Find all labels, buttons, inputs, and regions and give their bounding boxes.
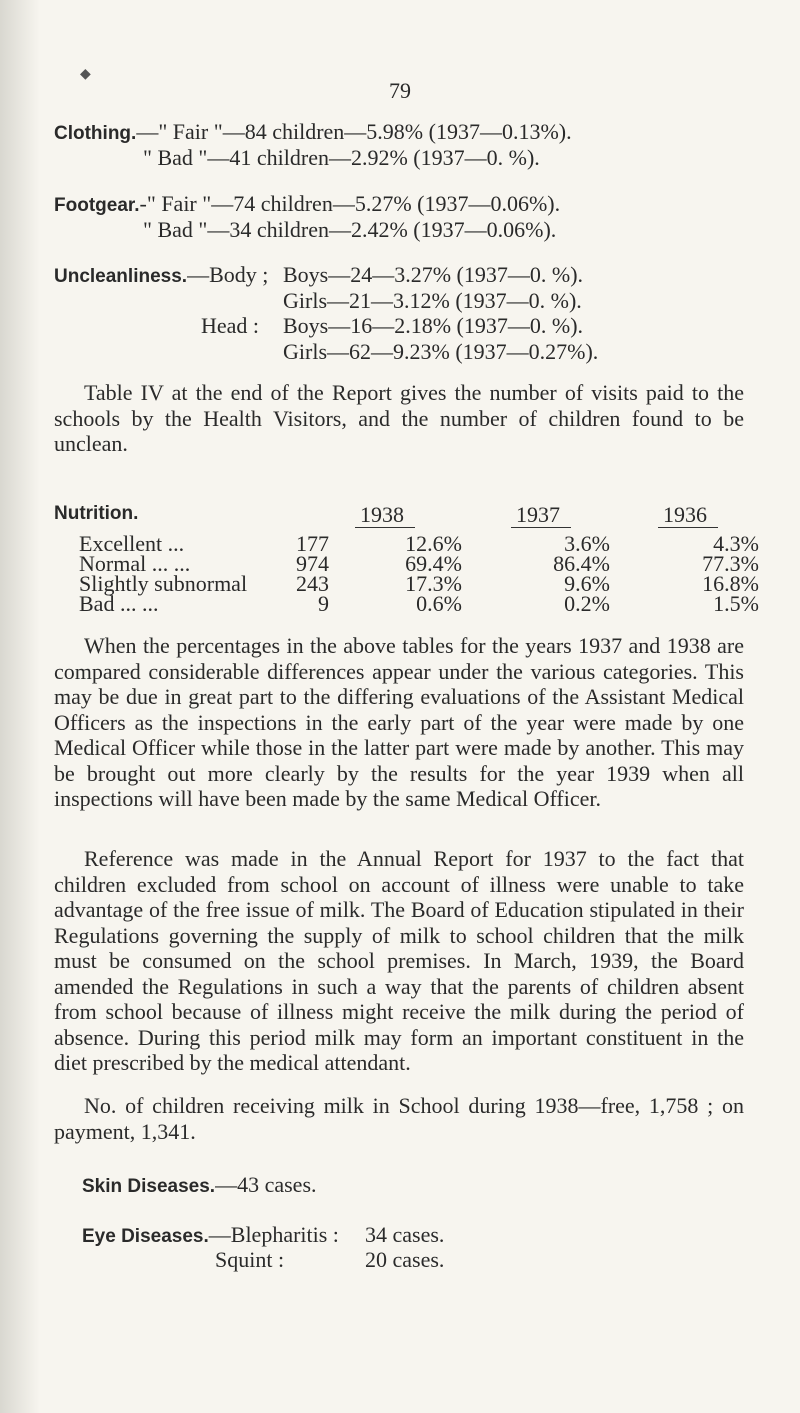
eye-blepharitis-label: —Blepharitis : (208, 1222, 339, 1247)
footgear-bad: " Bad "—34 children—2.42% (1937—0.06%). (143, 217, 557, 242)
paragraph-milk-count-text: No. of children receiving milk in School during 1938—free, 1,758 ; on payment, 1,341. (54, 1093, 744, 1144)
row-1937: 86.4% (553, 551, 610, 576)
row-count: 9 (318, 591, 329, 616)
nutrition-year-1937: 1937 (516, 502, 560, 527)
row-label: Excellent ... (79, 531, 185, 556)
table-row (54, 594, 759, 614)
uncleanliness-body-label: —Body ; (187, 262, 269, 287)
table-iv-note (54, 380, 744, 457)
row-1936: 77.3% (702, 551, 759, 576)
year-underline (511, 527, 571, 528)
row-1936: 4.3% (713, 531, 759, 556)
row-count: 974 (296, 551, 329, 576)
row-label: Normal ... ... (79, 551, 191, 576)
paragraph-milk-text: Reference was made in the Annual Report for 1937 to the fact that children excluded from school on account of illness were unable to take advantage of the free issue of milk. The Board of Education stipulated in their Regulations governing the supply of milk to school children that the milk must be consumed on the school premises. In March, 1939, the Board amended the Regulations in such a way that the parents of children absent from school because of illness might receive the milk during the period of absence. During this period milk may form an important constituent in the diet prescribed by the medical attendant. (54, 846, 744, 1075)
clothing-bad: " Bad "—41 children—2.92% (1937—0. %). (143, 145, 540, 170)
row-1936: 16.8% (702, 571, 759, 596)
row-1937: 0.2% (564, 591, 610, 616)
clothing-line (54, 119, 572, 145)
footgear-line (54, 191, 560, 217)
clothing-fair: —" Fair "—84 children—5.98% (1937—0.13%). (136, 119, 572, 144)
nutrition-heading: Nutrition. (54, 503, 139, 524)
row-1936: 1.5% (713, 591, 759, 616)
row-count: 243 (296, 571, 329, 596)
clothing-heading: Clothing. (54, 123, 137, 144)
uncleanliness-head-girls: Girls—62—9.23% (1937—0.27%). (283, 339, 599, 364)
row-1937: 3.6% (564, 531, 610, 556)
eye-heading: Eye Diseases. (82, 1226, 209, 1247)
row-count: 177 (296, 531, 329, 556)
year-underline (355, 527, 415, 528)
footgear-fair: -" Fair "—74 children—5.27% (1937—0.06%). (139, 191, 561, 216)
scan-mark-icon: ◆ (80, 67, 91, 82)
skin-heading: Skin Diseases. (82, 1176, 216, 1197)
nutrition-table (54, 531, 759, 616)
eye-line (82, 1222, 339, 1248)
row-label: Slightly subnormal (79, 571, 248, 596)
skin-text: —43 cases. (215, 1172, 317, 1197)
table-row (54, 574, 759, 594)
paragraph-milk-count (54, 1093, 744, 1144)
paragraph-percentages-text: When the percentages in the above tables for the years 1937 and 1938 are compared considerable differences appear under the various categories. This may be due in great part to the differing evaluations of the Assistant Medical Officers as the inspections in the early part of the year were made by one Medical Officer while those in the latter part were made by another. This may be brought out more clearly by the results for the year 1939 when all inspections will have been made by the same Medical Officer. (54, 633, 744, 811)
uncleanliness-head-label: Head : (201, 313, 260, 338)
year-underline (658, 527, 718, 528)
paragraph-milk (54, 846, 744, 1076)
eye-squint-cases: 20 cases. (365, 1247, 445, 1272)
row-1938: 69.4% (405, 551, 462, 576)
page-number: 79 (389, 78, 411, 103)
page-edge-shadow (0, 0, 40, 1413)
table-iv-note-text: Table IV at the end of the Report gives the number of visits paid to the schools by the Health Visitors, and the number of children found to be unclean. (54, 380, 744, 456)
nutrition-year-1936: 1936 (663, 502, 707, 527)
uncleanliness-body-boys: Boys—24—3.27% (1937—0. %). (283, 262, 584, 287)
row-1937: 9.6% (564, 571, 610, 596)
row-1938: 12.6% (405, 531, 462, 556)
eye-squint-label: Squint : (215, 1247, 285, 1272)
eye-blepharitis-cases: 34 cases. (365, 1222, 445, 1247)
paragraph-percentages (54, 633, 744, 812)
row-label: Bad ... ... (79, 591, 159, 616)
footgear-heading: Footgear. (54, 195, 140, 216)
skin-line (82, 1172, 317, 1198)
nutrition-year-1938: 1938 (360, 502, 404, 527)
row-1938: 17.3% (405, 571, 462, 596)
row-1938: 0.6% (416, 591, 462, 616)
uncleanliness-head-boys: Boys—16—2.18% (1937—0. %). (283, 313, 584, 338)
uncleanliness-heading: Uncleanliness. (54, 266, 188, 287)
uncleanliness-body-girls: Girls—21—3.12% (1937—0. %). (283, 288, 582, 313)
uncleanliness-line (54, 262, 268, 288)
